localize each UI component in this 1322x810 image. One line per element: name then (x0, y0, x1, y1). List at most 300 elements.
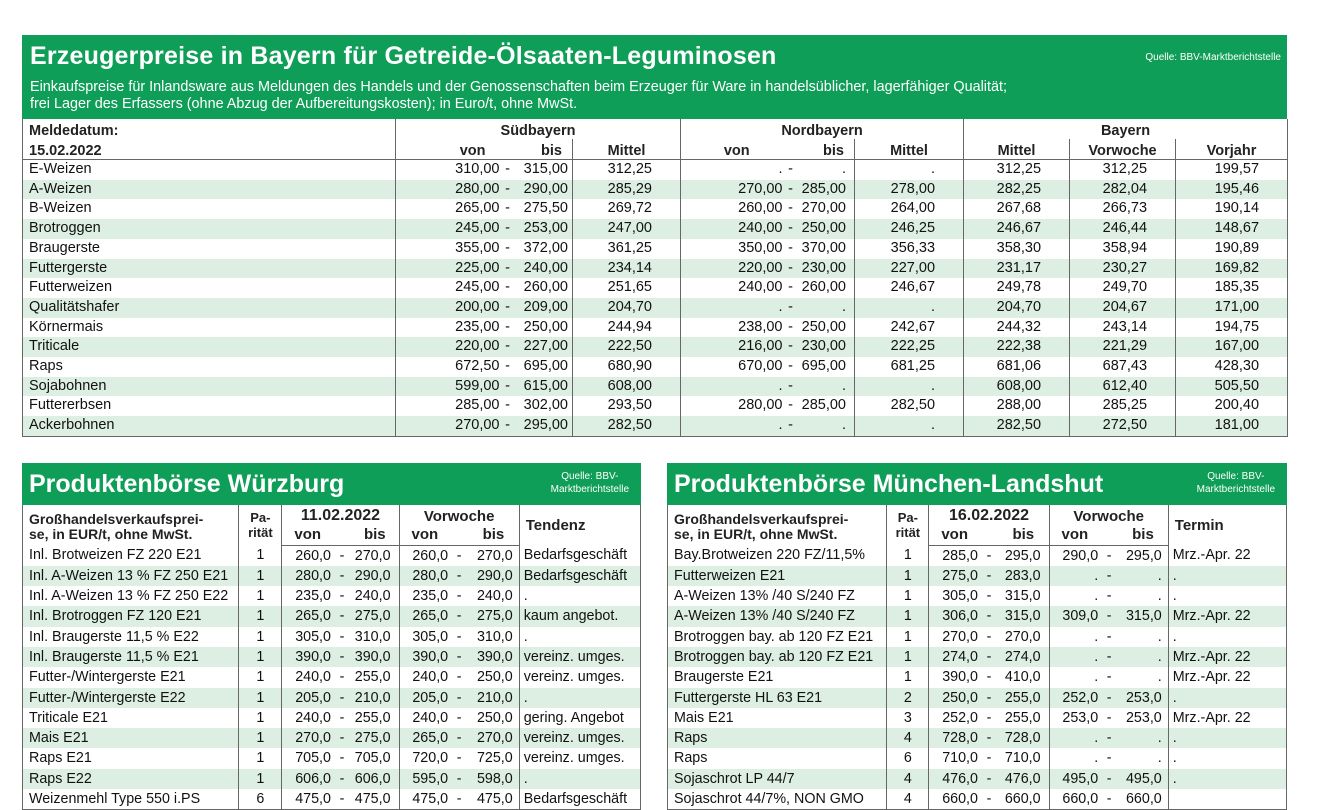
price-von: 475,0 (295, 791, 331, 808)
product-name: Ackerbohnen (23, 416, 396, 436)
bayern-vorjahr: 428,30 (1176, 357, 1288, 377)
vorwoche-von: 660,0 (1062, 791, 1099, 808)
range-dash: - (783, 180, 799, 200)
table-row (668, 606, 1287, 626)
price-von: 240,0 (295, 669, 331, 686)
table-row (668, 566, 1287, 586)
nord-bis: 230,00 (799, 337, 855, 357)
range-dash: - (1100, 606, 1118, 626)
paritaet: 6 (239, 789, 282, 810)
sued-mittel: 222,50 (573, 337, 681, 357)
col-sued-bis: bis (516, 139, 573, 160)
product-name: Raps E21 (23, 748, 239, 768)
vorwoche-bis: 290,0 (468, 566, 519, 586)
nord-mittel: 246,67 (855, 278, 964, 298)
sued-von: 672,50 (396, 357, 500, 377)
range-dash: - (986, 750, 992, 767)
table-row (23, 377, 1288, 397)
vorwoche-von: . (1094, 750, 1099, 767)
price-von: 728,0 (929, 728, 980, 748)
range-dash: - (1100, 647, 1118, 667)
nord-von: . (681, 298, 783, 318)
tendenz: . (519, 769, 640, 789)
tendenz: vereinz. umges. (519, 728, 640, 748)
range-dash: - (783, 298, 799, 318)
wuerzburg-panel (22, 463, 641, 810)
termin: . (1168, 728, 1286, 748)
table-row (668, 586, 1287, 606)
bayern-vorjahr: 167,00 (1176, 337, 1288, 357)
col-sued-mittel: Mittel (573, 139, 681, 160)
description-line-1: Einkaufspreise für Inlandsware aus Meldungen des Handels und der Genossenschaften beim Erzeuger für Ware in handelsüblicher, lagerfähiger Qualität; (30, 79, 1007, 95)
nord-mittel: 242,67 (855, 318, 964, 338)
paritaet: 1 (239, 769, 282, 789)
range-dash: - (986, 791, 992, 808)
nord-mittel: 282,50 (855, 396, 964, 416)
nord-von: 270,00 (681, 180, 783, 200)
product-name: Sojaschrot 44/7%, NON GMO (668, 789, 887, 810)
range-dash: - (980, 769, 998, 789)
nord-bis: 250,00 (801, 318, 846, 335)
tendenz: . (519, 688, 640, 708)
nord-mittel: 264,00 (855, 199, 964, 219)
range-dash: - (500, 337, 516, 357)
range-dash: - (333, 606, 351, 626)
nord-bis: 260,00 (801, 279, 846, 296)
erzeugerpreise-description (30, 79, 1007, 113)
sued-von: 225,00 (396, 259, 500, 279)
termin: Mrz.-Apr. 22 (1168, 647, 1286, 667)
range-dash: - (333, 688, 351, 708)
sued-bis: 250,00 (523, 318, 568, 335)
termin: Mrz.-Apr. 22 (1168, 606, 1286, 626)
range-dash: - (788, 318, 793, 335)
nord-von: 240,00 (681, 278, 783, 298)
vorwoche-von: 390,0 (399, 647, 450, 667)
table-row (23, 337, 1288, 357)
price-von: 305,0 (295, 628, 331, 645)
range-dash: - (339, 669, 345, 686)
table-row (23, 606, 641, 626)
wuerzburg-table (22, 505, 641, 810)
product-name: A-Weizen 13% /40 S/240 FZ (668, 586, 887, 606)
sued-mittel: 680,90 (573, 357, 681, 377)
sued-von: 245,00 (396, 219, 500, 239)
muenchen-hdr-bis: bis (998, 525, 1049, 545)
sued-von: 310,00 (396, 160, 500, 180)
nord-von: 220,00 (681, 259, 783, 279)
product-name: Raps (668, 748, 887, 768)
sued-mittel: 361,25 (573, 239, 681, 259)
range-dash: - (456, 588, 462, 605)
erzeugerpreise-header (22, 35, 1287, 119)
region-bayern: Bayern (964, 119, 1288, 139)
tendenz: Bedarfsgeschäft (523, 547, 628, 564)
bayern-vorjahr: 194,75 (1176, 318, 1288, 338)
paritaet: 1 (239, 708, 282, 728)
tendenz: . (523, 588, 528, 605)
bayern-vorjahr: 190,14 (1176, 199, 1288, 219)
sued-von: 265,00 (396, 199, 500, 219)
range-dash: - (1106, 547, 1112, 564)
paritaet: 1 (887, 606, 929, 626)
price-von: 250,0 (929, 688, 980, 708)
table-row (23, 259, 1288, 279)
erzeugerpreise-table (22, 119, 1288, 437)
price-bis: 255,0 (351, 708, 399, 728)
range-dash: - (783, 416, 799, 436)
product-name: Inl. Brotroggen FZ 120 E21 (23, 606, 239, 626)
table-row (668, 688, 1287, 708)
vorwoche-von: 240,0 (412, 669, 449, 686)
table-row (668, 769, 1287, 789)
tendenz: vereinz. umges. (519, 647, 640, 667)
bayern-mittel: 282,50 (964, 416, 1070, 436)
col-nord-mittel: Mittel (855, 139, 964, 160)
nord-mittel: 356,33 (855, 239, 964, 259)
wuerzburg-source (551, 470, 629, 496)
muenchen-hdr-product-line-1: Großhandelsverkaufsprei- (674, 511, 849, 527)
vorwoche-bis: 210,0 (468, 688, 519, 708)
range-dash: - (456, 709, 462, 726)
paritaet: 4 (887, 728, 929, 748)
nord-von: 240,00 (681, 219, 783, 239)
range-dash: - (333, 566, 351, 586)
price-von: 265,0 (282, 606, 333, 626)
col-nord-von: von (681, 139, 783, 160)
sued-bis: 275,50 (523, 200, 568, 217)
vorwoche-von: 265,0 (399, 728, 450, 748)
vorwoche-bis: 275,0 (468, 606, 519, 626)
table-row (668, 627, 1287, 647)
termin: Mrz.-Apr. 22 (1172, 547, 1251, 564)
tendenz: . (523, 628, 528, 645)
wuerzburg-source-line-2: Marktberichtstelle (550, 484, 629, 495)
bayern-mittel: 244,32 (964, 318, 1070, 338)
range-dash: - (456, 791, 462, 808)
table-row (23, 708, 641, 728)
sued-bis: 295,00 (516, 416, 573, 436)
price-bis: 315,0 (998, 586, 1049, 606)
bayern-vorjahr: 148,67 (1176, 219, 1288, 239)
range-dash: - (339, 588, 345, 605)
erzeugerpreise-title: Erzeugerpreise in Bayern für Getreide-Ölsaaten-Leguminosen (30, 42, 777, 70)
sued-mittel: 269,72 (573, 199, 681, 219)
price-von: 285,0 (942, 547, 978, 564)
vorwoche-bis: . (1118, 647, 1168, 667)
vorwoche-von: . (1049, 647, 1100, 667)
sued-mittel: 285,29 (573, 180, 681, 200)
termin: . (1168, 769, 1286, 789)
product-name: B-Weizen (29, 200, 92, 217)
vorwoche-bis: . (1118, 728, 1168, 748)
table-row (23, 647, 641, 667)
bayern-vorjahr: 505,50 (1176, 377, 1288, 397)
table-row (668, 667, 1287, 687)
nord-bis: 370,00 (801, 239, 846, 256)
range-dash: - (1100, 566, 1118, 586)
muenchen-hdr-von: von (929, 525, 980, 545)
table-row (23, 566, 641, 586)
product-name: Bay.Brotweizen 220 FZ/11,5% (668, 545, 887, 566)
table-row (23, 586, 641, 606)
product-name: Sojabohnen (23, 377, 396, 397)
vorwoche-bis: . (1118, 627, 1168, 647)
range-dash: - (333, 647, 351, 667)
range-dash: - (500, 180, 516, 200)
sued-bis: 290,00 (516, 180, 573, 200)
nord-bis: . (841, 161, 846, 177)
product-name: Brotroggen (23, 219, 396, 239)
vorwoche-bis: 725,0 (468, 748, 519, 768)
price-bis: 270,0 (351, 545, 399, 566)
paritaet: 1 (239, 606, 282, 626)
product-name: Braugerste (29, 239, 100, 256)
muenchen-hdr-vorwoche: Vorwoche (1049, 505, 1168, 525)
table-row (23, 239, 1288, 259)
sued-von: 285,00 (396, 396, 500, 416)
wuerzburg-hdr-product-line-2: se, in EUR/t, ohne MwSt. (29, 526, 193, 542)
range-dash: - (986, 669, 992, 686)
nord-mittel: 278,00 (855, 180, 964, 200)
product-name: Futterweizen (29, 279, 113, 296)
product-name: Triticale (23, 337, 396, 357)
price-bis: 728,0 (998, 728, 1049, 748)
table-row (668, 647, 1287, 667)
price-von: 240,0 (295, 709, 331, 726)
vorwoche-bis: . (1118, 586, 1168, 606)
termin (1168, 789, 1286, 810)
product-name: A-Weizen 13% /40 S/240 FZ (668, 606, 887, 626)
wuerzburg-hdr-tendenz: Tendenz (525, 516, 586, 534)
vorwoche-von: . (1094, 588, 1099, 605)
table-row (23, 318, 1288, 338)
range-dash: - (450, 688, 468, 708)
bayern-mittel: 267,68 (964, 199, 1070, 219)
price-bis: 705,0 (351, 748, 399, 768)
wuerzburg-hdr-paritaet-line-1: Pa- (250, 510, 271, 525)
range-dash: - (456, 669, 462, 686)
range-dash: - (783, 259, 799, 279)
nord-bis: 285,00 (799, 180, 855, 200)
vorwoche-bis: . (1118, 566, 1168, 586)
vorwoche-von: . (1049, 728, 1100, 748)
table-row (668, 748, 1287, 768)
vorwoche-von: 252,0 (1049, 688, 1100, 708)
price-bis: 660,0 (998, 789, 1049, 810)
vorwoche-von: 205,0 (399, 688, 450, 708)
range-dash: - (783, 377, 799, 397)
nord-von: 238,00 (681, 318, 783, 338)
bayern-mittel: 249,78 (964, 278, 1070, 298)
paritaet: 6 (887, 748, 929, 768)
paritaet: 1 (239, 748, 282, 768)
nord-von: 280,00 (681, 396, 783, 416)
bayern-vorwoche: 285,25 (1070, 396, 1176, 416)
col-nord-bis: bis (799, 139, 855, 160)
product-name: Braugerste E21 (668, 667, 887, 687)
table-row (23, 160, 1288, 180)
vorwoche-bis: 310,0 (468, 627, 519, 647)
range-dash: - (980, 728, 998, 748)
price-bis: 315,0 (998, 606, 1049, 626)
range-dash: - (500, 219, 516, 239)
sued-bis: 315,00 (523, 161, 568, 177)
bayern-vorwoche: 249,70 (1070, 278, 1176, 298)
sued-bis: 695,00 (523, 358, 568, 375)
table-row (23, 545, 641, 566)
range-dash: - (450, 647, 468, 667)
price-bis: 255,0 (998, 688, 1049, 708)
product-name: Inl. Braugerste 11,5 % E22 (23, 627, 239, 647)
bayern-vorjahr: 169,82 (1176, 259, 1288, 279)
range-dash: - (505, 161, 510, 177)
product-name: Futterweizen E21 (668, 566, 887, 586)
product-name: Inl. Brotweizen FZ 220 E21 (23, 545, 239, 566)
range-dash: - (450, 606, 468, 626)
table-row (23, 789, 641, 810)
col-sued-von: von (396, 139, 500, 160)
wuerzburg-hdr-paritaet-line-2: rität (248, 525, 273, 540)
vorwoche-von: 475,0 (412, 791, 449, 808)
description-line-2: frei Lager des Erfassers (ohne Abzug der Aufbereitungskosten); in Euro/t, ohne MwSt. (30, 96, 578, 112)
nord-mittel: . (855, 160, 964, 180)
paritaet: 2 (887, 688, 929, 708)
sued-mittel: 251,65 (573, 278, 681, 298)
range-dash: - (1106, 750, 1112, 767)
paritaet: 1 (887, 545, 929, 566)
bayern-mittel: 282,25 (964, 180, 1070, 200)
muenchen-hdr-paritaet (887, 505, 929, 545)
paritaet: 4 (887, 769, 929, 789)
table-row (23, 219, 1288, 239)
wuerzburg-hdr-vw-von: von (399, 525, 450, 545)
paritaet: 4 (887, 789, 929, 810)
vorwoche-von: 720,0 (412, 750, 449, 767)
paritaet: 1 (239, 647, 282, 667)
muenchen-hdr-termin: Termin (1174, 516, 1224, 534)
price-von: 476,0 (929, 769, 980, 789)
price-von: 270,0 (942, 628, 978, 645)
product-name: Inl. A-Weizen 13 % FZ 250 E22 (23, 586, 239, 606)
bayern-vorwoche: 243,14 (1070, 318, 1176, 338)
nord-mittel: 222,25 (855, 337, 964, 357)
price-bis: 410,0 (998, 667, 1049, 687)
bayern-vorjahr: 185,35 (1176, 278, 1288, 298)
vorwoche-bis: 495,0 (1118, 769, 1168, 789)
nord-von: 260,00 (681, 199, 783, 219)
sued-von: 200,00 (396, 298, 500, 318)
range-dash: - (500, 298, 516, 318)
vorwoche-bis: 598,0 (468, 769, 519, 789)
bayern-mittel: 608,00 (964, 377, 1070, 397)
range-dash: - (456, 547, 462, 564)
range-dash: - (986, 588, 992, 605)
tendenz: Bedarfsgeschäft (523, 791, 628, 808)
range-dash: - (1106, 588, 1112, 605)
paritaet: 1 (239, 728, 282, 748)
price-bis: 255,0 (998, 708, 1049, 728)
vorwoche-von: 260,0 (412, 547, 449, 564)
product-name: Sojaschrot LP 44/7 (668, 769, 887, 789)
region-suedbayern: Südbayern (396, 119, 681, 139)
muenchen-hdr-vw-von: von (1049, 525, 1100, 545)
price-von: 235,0 (295, 588, 331, 605)
bayern-vorjahr: 190,89 (1176, 239, 1288, 259)
table-row (23, 769, 641, 789)
bayern-vorwoche: 282,04 (1070, 180, 1176, 200)
bayern-mittel: 358,30 (964, 239, 1070, 259)
paritaet: 1 (239, 566, 282, 586)
nord-bis: . (799, 377, 855, 397)
product-name: Futtergerste (23, 259, 396, 279)
wuerzburg-hdr-date: 11.02.2022 (282, 505, 399, 525)
paritaet: 3 (887, 708, 929, 728)
sued-von: 280,00 (396, 180, 500, 200)
nord-mittel: 681,25 (855, 357, 964, 377)
table-row (23, 416, 1288, 436)
price-bis: 255,0 (351, 667, 399, 687)
price-von: 270,0 (282, 728, 333, 748)
vorwoche-bis: 475,0 (468, 789, 519, 810)
sued-von: 355,00 (396, 239, 500, 259)
product-name: Futter-/Wintergerste E21 (23, 667, 239, 687)
vorwoche-bis: 660,0 (1118, 789, 1168, 810)
bayern-vorwoche: 687,43 (1070, 357, 1176, 377)
product-name: Futter-/Wintergerste E22 (23, 688, 239, 708)
price-bis: 295,0 (998, 545, 1049, 566)
range-dash: - (788, 200, 793, 217)
vorwoche-bis: 295,0 (1118, 545, 1168, 566)
price-von: 705,0 (295, 750, 331, 767)
paritaet: 1 (239, 688, 282, 708)
termin: . (1168, 566, 1286, 586)
muenchen-hdr-paritaet-line-1: Pa- (897, 510, 918, 525)
bayern-mittel: 312,25 (964, 160, 1070, 180)
muenchen-hdr-date: 16.02.2022 (929, 505, 1049, 525)
price-bis: 274,0 (998, 647, 1049, 667)
nord-von: 216,00 (681, 337, 783, 357)
wuerzburg-source-line-1: Quelle: BBV- (561, 471, 619, 482)
vorwoche-bis: 250,0 (468, 708, 519, 728)
table-row (23, 396, 1288, 416)
meldedatum-label: Meldedatum: (29, 123, 119, 139)
sued-mittel: 608,00 (573, 377, 681, 397)
range-dash: - (500, 259, 516, 279)
wuerzburg-hdr-vorwoche: Vorwoche (399, 505, 519, 525)
muenchen-title: Produktenbörse München-Landshut (674, 470, 1104, 498)
nord-bis: 250,00 (799, 219, 855, 239)
wuerzburg-hdr-von: von (282, 525, 333, 545)
range-dash: - (505, 397, 510, 414)
range-dash: - (339, 791, 345, 808)
table-row (668, 545, 1287, 566)
sued-von: 599,00 (396, 377, 500, 397)
range-dash: - (450, 728, 468, 748)
bayern-vorwoche: 204,67 (1070, 298, 1176, 318)
product-name: Brotroggen bay. ab 120 FZ E21 (668, 647, 887, 667)
paritaet: 1 (887, 586, 929, 606)
table-row (23, 298, 1288, 318)
range-dash: - (333, 728, 351, 748)
vorwoche-bis: 240,0 (468, 586, 519, 606)
paritaet: 1 (239, 545, 282, 566)
nord-bis: 270,00 (801, 200, 846, 217)
nord-von: . (681, 416, 783, 436)
nord-von: . (681, 377, 783, 397)
range-dash: - (788, 279, 793, 296)
range-dash: - (456, 628, 462, 645)
